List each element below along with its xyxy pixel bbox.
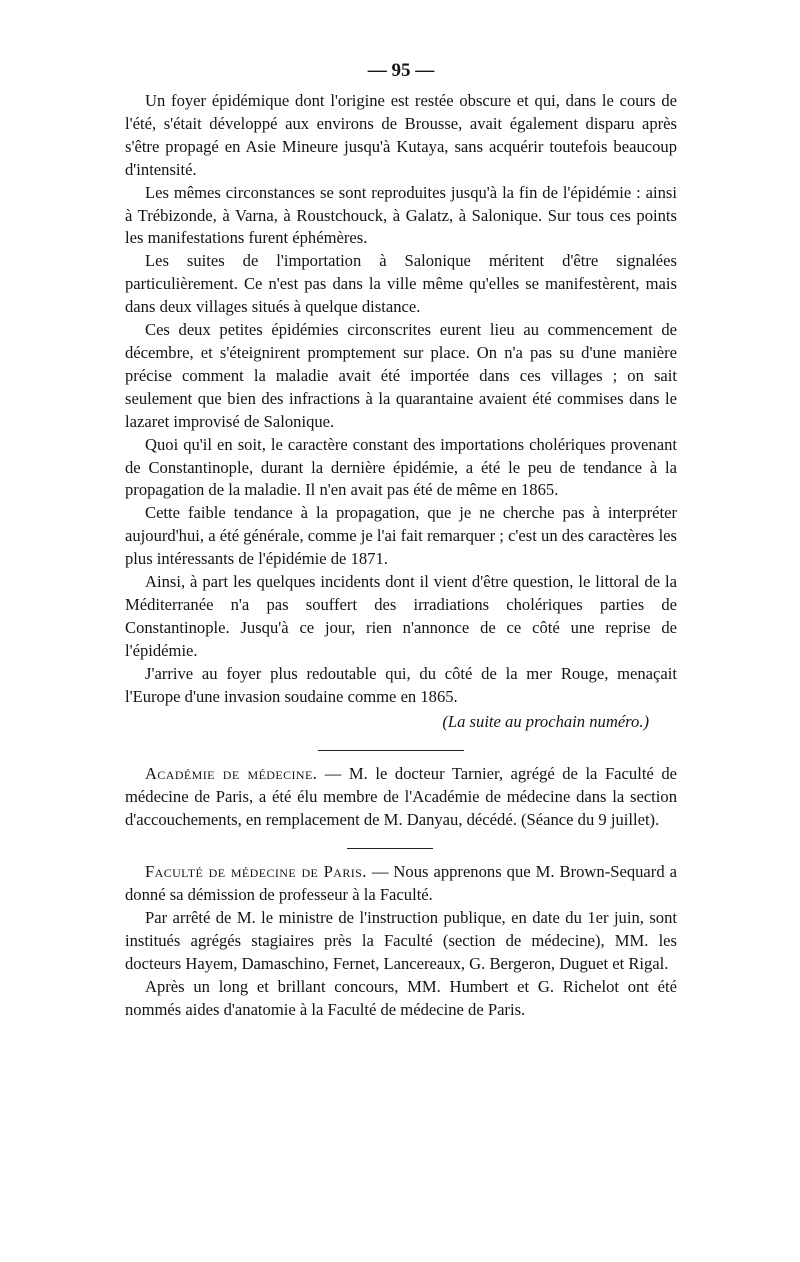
continued-note: (La suite au prochain numéro.) bbox=[442, 712, 649, 732]
paragraph-4: Ces deux petites épidémies circonscrites eurent lieu au commencement de décembre, et s'éteignirent promptement sur place. On n'a pas su d'une manière précise comment la maladie avait été importée dans ces villages ; on sait seulement que bien des infractions à la quarantaine avaient été commises dans le lazaret improvisé de Salonique. bbox=[125, 320, 677, 431]
academie-notice bbox=[125, 763, 677, 832]
paragraph-1: Un foyer épidémique dont l'origine est restée obscure et qui, dans le cours de l'été, s'était développé aux environs de Brousse, avait également disparu après s'être propagé en Asie Mineure jusqu'à Kutaya, sans acquérir toutefois beaucoup d'intensité. bbox=[125, 91, 677, 179]
paragraph-3: Les suites de l'importation à Salonique méritent d'être signalées particulièrement. Ce n'est pas dans la ville même qu'elles se manifestèrent, mais dans deux villages situés à quelque distance. bbox=[125, 251, 677, 317]
section-divider bbox=[347, 848, 433, 849]
faculte-text: — Nous apprenons que M. Brown-Sequard a donné sa démission de professeur à la Faculté. bbox=[125, 862, 677, 904]
paragraph-7: Ainsi, à part les quelques incidents dont il vient d'être question, le littoral de la Méditerranée n'a pas souffert des irradiations cholériques parties de Constantinople. Jusqu'à ce jour, rien n'annonce de ce côté une reprise de l'épidémie. bbox=[125, 572, 677, 660]
document-page bbox=[125, 58, 677, 1021]
paragraph-8: J'arrive au foyer plus redoutable qui, du côté de la mer Rouge, menaçait l'Europe d'une invasion soudaine comme en 1865. bbox=[125, 663, 677, 706]
paragraph-5: Quoi qu'il en soit, le caractère constant des importations cholériques provenant de Constantinople, durant la dernière épidémie, a été le peu de tendance à la propagation de la maladie. Il n'en avait pas été de même en 1865. bbox=[125, 434, 677, 500]
page-number: — 95 — bbox=[367, 60, 435, 81]
faculte-paragraph-2: Après un long et brillant concours, MM. Humbert et G. Richelot ont été nommés aides d'anatomie à la Faculté de médecine de Paris. bbox=[125, 976, 677, 1019]
faculte-heading: Faculté de médecine de Paris. bbox=[145, 862, 367, 882]
faculte-notice bbox=[125, 861, 677, 907]
section-divider bbox=[318, 750, 464, 751]
paragraph-2: Les mêmes circonstances se sont reproduites jusqu'à la fin de l'épidémie : ainsi à Trébizonde, à Varna, à Roustchouck, à Galatz, à Salonique. Sur tous ces points les manifestations furent éphémères. bbox=[125, 182, 677, 248]
academie-text: — M. le docteur Tarnier, agrégé de la Faculté de médecine de Paris, a été élu membre de l'Académie de médecine dans la section d'accouchements, en remplacement de M. Danyau, décédé. (Séance du 9 juillet). bbox=[125, 764, 677, 830]
faculte-paragraph-1: Par arrêté de M. le ministre de l'instruction publique, en date du 1er juin, sont institués agrégés stagiaires près la Faculté (section de médecine), MM. les docteurs Hayem, Damaschino, Fernet, Lancereaux, G. Bergeron, Duguet et Rigal. bbox=[125, 907, 677, 973]
paragraph-6: Cette faible tendance à la propagation, que je ne cherche pas à interpréter aujourd'hui, a été générale, comme je l'ai fait remarquer ; c'est un des caractères les plus intéressants de l'épidémie de 1871. bbox=[125, 503, 677, 569]
academie-heading: Académie de médecine. bbox=[145, 764, 318, 784]
